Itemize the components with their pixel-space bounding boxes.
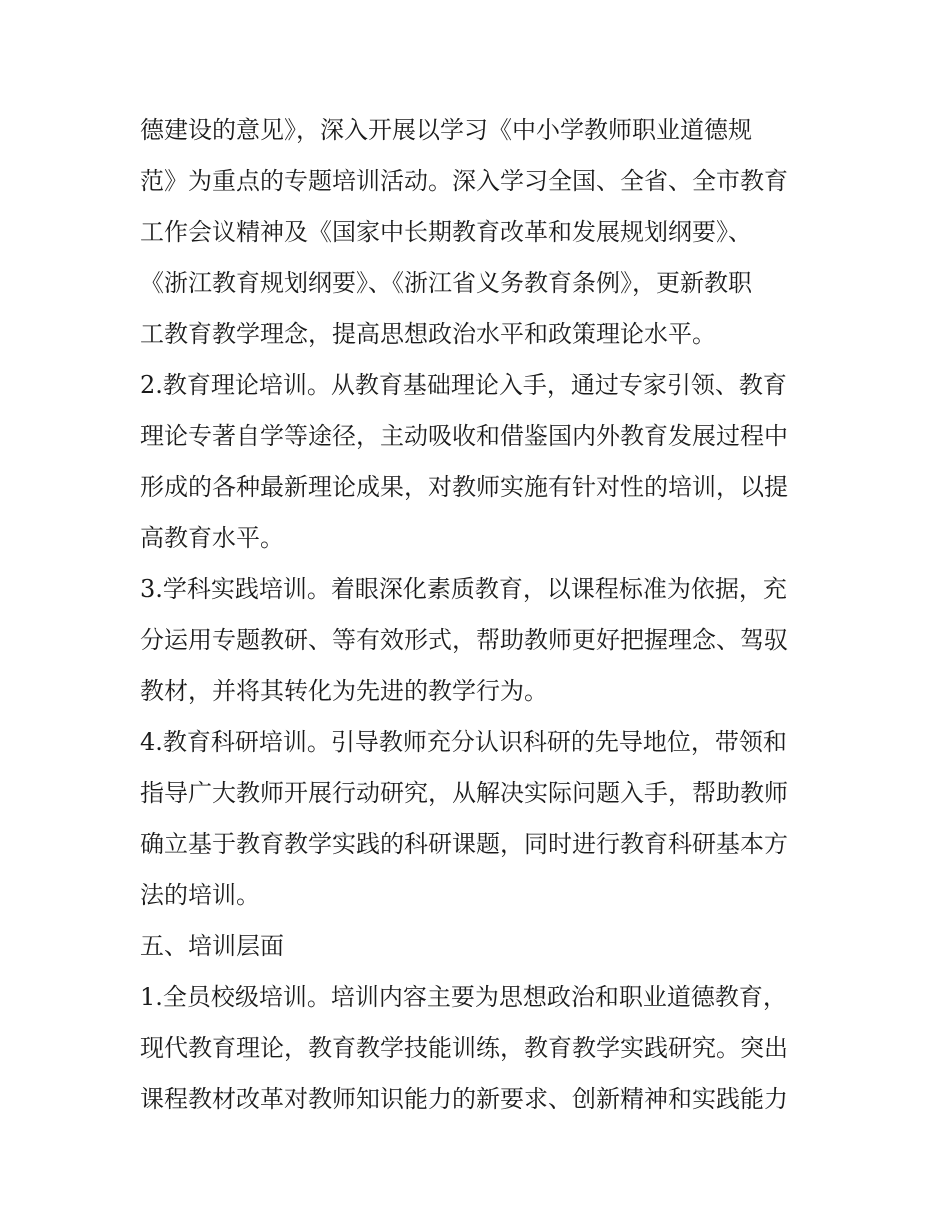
- text-line: 工作会议精神及《国家中长期教育改革和发展规划纲要》、: [140, 218, 752, 246]
- text-line: 4.教育科研培训。引导教师充分认识科研的先导地位，带领和: [140, 728, 787, 756]
- text-line: 1.全员校级培训。培训内容主要为思想政治和职业道德教育，: [140, 983, 787, 1011]
- section-heading: 五、培训层面: [140, 932, 284, 960]
- text-line: 工教育教学理念，提高思想政治水平和政策理论水平。: [140, 320, 716, 348]
- text-line: 高教育水平。: [140, 524, 284, 552]
- text-line: 《浙江教育规划纲要》、《浙江省义务教育条例》，更新教职: [140, 269, 752, 297]
- text-line: 教材，并将其转化为先进的教学行为。: [140, 677, 548, 705]
- text-line: 形成的各种最新理论成果，对教师实施有针对性的培训，以提: [140, 473, 788, 501]
- text-line: 德建设的意见》，深入开展以学习《中小学教师职业道德规: [140, 116, 752, 144]
- text-line: 现代教育理论，教育教学技能训练，教育教学实践研究。突出: [140, 1034, 788, 1062]
- text-line: 理论专著自学等途径，主动吸收和借鉴国内外教育发展过程中: [140, 422, 788, 450]
- text-line: 3.学科实践培训。着眼深化素质教育，以课程标准为依据，充: [140, 575, 787, 603]
- document-body: [140, 105, 820, 1125]
- text-line: 确立基于教育教学实践的科研课题，同时进行教育科研基本方: [140, 830, 788, 858]
- text-line: 课程教材改革对教师知识能力的新要求、创新精神和实践能力: [140, 1085, 788, 1113]
- text-line: 2.教育理论培训。从教育基础理论入手，通过专家引领、教育: [140, 371, 787, 399]
- text-line: 指导广大教师开展行动研究，从解决实际问题入手，帮助教师: [140, 779, 788, 807]
- text-line: 范》为重点的专题培训活动。深入学习全国、全省、全市教育: [140, 167, 788, 195]
- text-line: 分运用专题教研、等有效形式，帮助教师更好把握理念、驾驭: [140, 626, 788, 654]
- text-line: 法的培训。: [140, 881, 260, 909]
